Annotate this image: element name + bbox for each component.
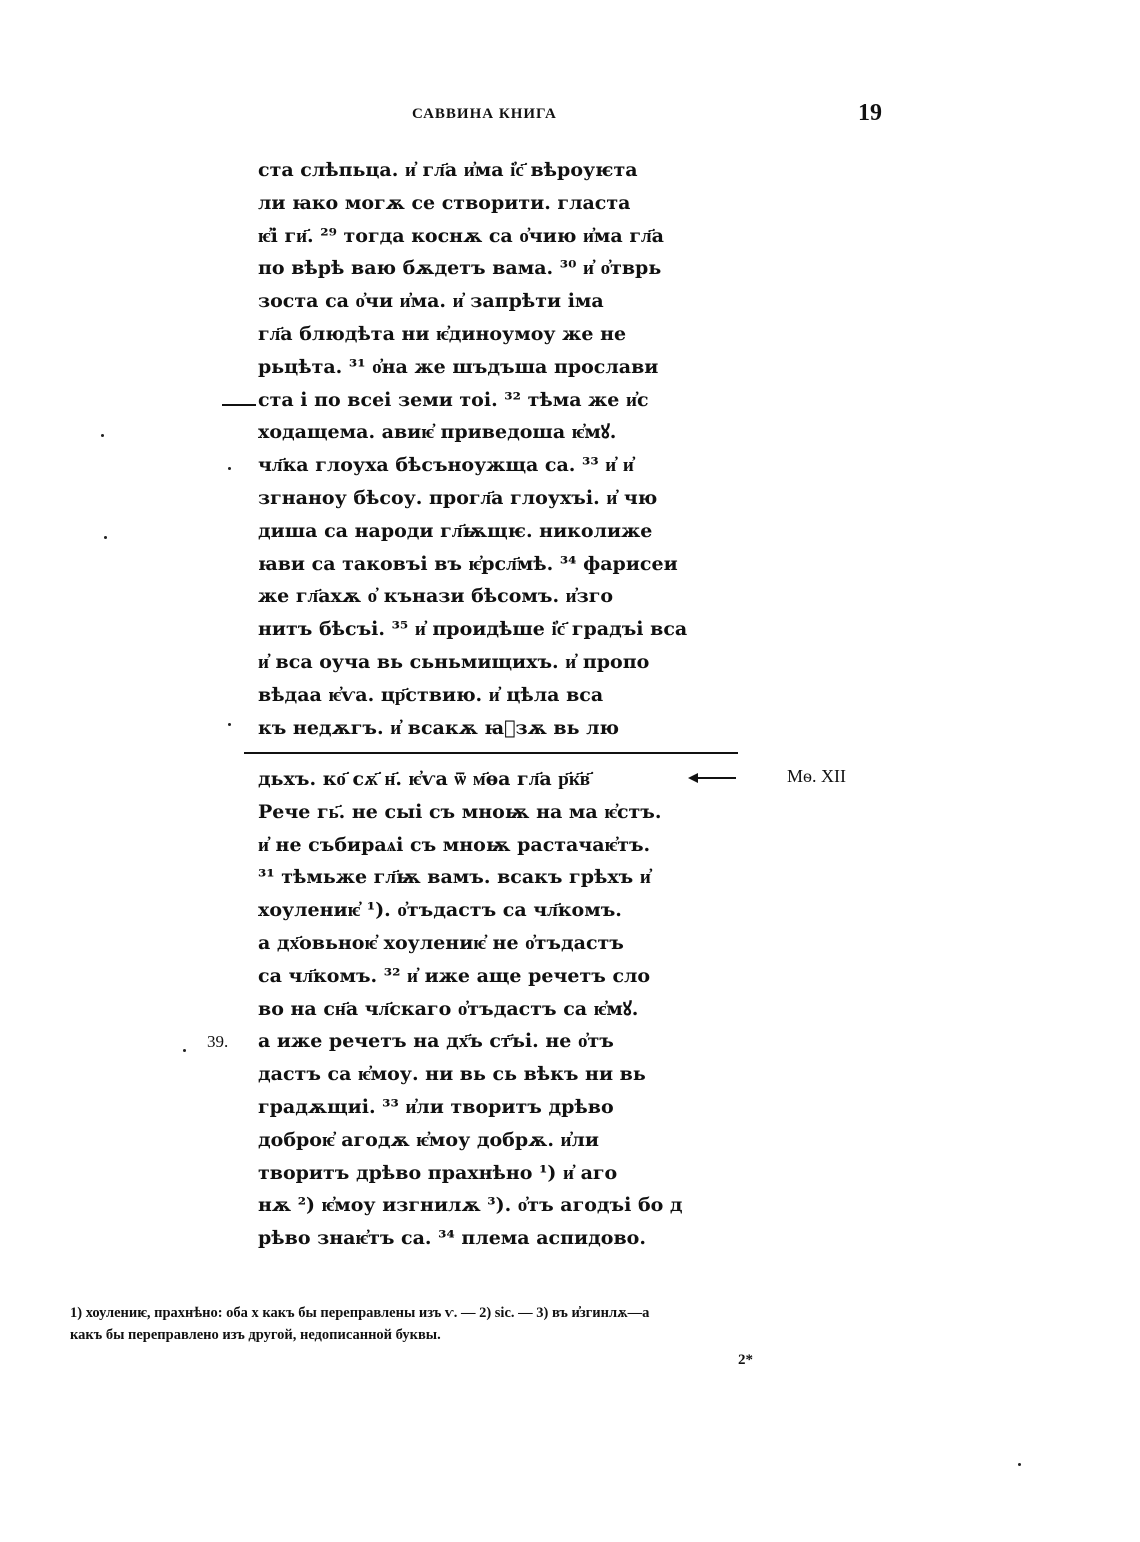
scan-speck bbox=[228, 467, 231, 470]
text-line: хоулениѥ҆ ¹). о҆тъдастъ са чл҃комъ. bbox=[258, 899, 622, 922]
text-line: же гл҃ахѫ о҆ кънази бѣсомъ. и҆зго bbox=[258, 585, 614, 608]
text-line: дастъ са ѥ҆моу. ни вь сь вѣкъ ни вь bbox=[258, 1063, 646, 1086]
text-line: а дх҃овьноѥ҆ хоулениѥ҆ не о҆тъдастъ bbox=[258, 931, 624, 954]
text-line: зоста са о҆чи и҆ма. и҆ запрѣти іма bbox=[258, 290, 604, 313]
text-line: Рече гь҃. не сыі съ мноѭ на ма ѥ҆стъ. bbox=[258, 800, 662, 823]
text-block-lower bbox=[258, 763, 728, 1255]
text-line: къ недѫгъ. и҆ всакѫ ꙗ҆зѫ вь лю bbox=[258, 716, 620, 739]
scan-speck bbox=[183, 1049, 186, 1052]
running-header-title: САВВИНА КНИГА bbox=[412, 106, 557, 122]
text-line: рѣво знаѥ҆тъ са. ³⁴ племa аспидово. bbox=[258, 1227, 646, 1250]
margin-dash bbox=[222, 404, 256, 406]
text-line: рьцѣта. ³¹ о҆на же шъдъша прослави bbox=[258, 355, 659, 378]
scan-speck bbox=[101, 434, 104, 437]
text-line: са чл҃комъ. ³² и҆ иже аще речетъ сло bbox=[258, 964, 651, 987]
text-line: творитъ дрѣво прахнѣно ¹) и҆ аго bbox=[258, 1161, 618, 1184]
text-line: ста слѣпьца. и҆ гл҃а и҆ма і҆с҃ вѣроуѥта bbox=[258, 159, 638, 181]
footnote-line: 1) хоулениѥ, прахнѣно: оба х какъ бы переправлены изъ ѵ. — 2) sic. — 3) въ и҆згинлѫ—а bbox=[70, 1305, 650, 1321]
text-line: дьхъ. ко҃ сѫ҃ н҃. ѥ҆ѵа ѿ м҃ѳа гл҃а р҃к҃в҃ bbox=[258, 768, 591, 790]
page-number: 19 bbox=[858, 100, 882, 126]
text-line: во на сн҃а чл҃скаго о҆тъдастъ са ѥ҆мꙋ. bbox=[258, 997, 639, 1020]
text-line: ходащема. авиѥ҆ приведоша ѥ҆мꙋ. bbox=[258, 421, 617, 444]
text-line: ꙗви са таковъі въ ѥ҆рсл҃мѣ. ³⁴ фарисеи bbox=[258, 552, 678, 575]
text-line: нѫ ²) ѥ҆моу изгнилѫ ³). о҆тъ агодъі бо д bbox=[258, 1194, 683, 1217]
text-block-upper bbox=[258, 154, 728, 744]
text-line: а иже речетъ на дх҃ъ ст҃ъі. не о҆тъ bbox=[258, 1030, 614, 1053]
text-line: доброѥ҆ агодѫ ѥ҆моу добрѫ. и҆ли bbox=[258, 1128, 599, 1151]
text-line: гл҃а блюдѣта ни ѥ҆диноумоу же не bbox=[258, 322, 627, 345]
text-line: ѥ҆і ги҃. ²⁹ тогда коснѫ са о҆чию и҆ма гл҃а bbox=[258, 224, 664, 247]
margin-verse-number: 39. bbox=[207, 1032, 229, 1051]
text-line: згнаноу бѣсоу. прогл҃а глоухъі. и҆ чю bbox=[258, 486, 658, 509]
margin-gospel-reference: Мѳ. XII bbox=[787, 766, 846, 786]
text-line: по вѣрѣ ваю бѫдетъ вама. ³⁰ и҆ о҆тврь bbox=[258, 257, 662, 280]
text-line: чл҃ка глоухa бѣсъноужща са. ³³ и҆ и҆ bbox=[258, 454, 634, 477]
text-line: и҆ вса оуча вь сьньмищихъ. и҆ пропо bbox=[258, 650, 650, 673]
text-line: ³¹ тѣмьже гл҃ѭ вамъ. всакъ грѣхъ и҆ bbox=[258, 866, 651, 889]
scan-speck bbox=[228, 723, 231, 726]
text-line: градѫщиі. ³³ и҆ли творитъ дрѣво bbox=[258, 1095, 614, 1118]
scan-speck bbox=[1018, 1463, 1021, 1466]
text-line: и҆ не събираѧі съ мноѭ растачаѥ҆тъ. bbox=[258, 833, 651, 856]
footnotes bbox=[70, 1302, 890, 1346]
section-divider-rule bbox=[244, 752, 738, 754]
text-line: нитъ бѣсъі. ³⁵ и҆ проидѣше і҆с҃ градъі вса bbox=[258, 618, 688, 641]
text-line: ста і по всеі земи тоі. ³² тѣма же и҆с bbox=[258, 388, 649, 411]
text-line: ли ꙗко могѫ се створити. гласта bbox=[258, 191, 631, 214]
reference-arrow-icon bbox=[690, 777, 736, 779]
footnote-line: какъ бы переправлено изъ другой, недописанной буквы. bbox=[70, 1327, 441, 1343]
scan-speck bbox=[104, 536, 107, 539]
text-line: диша са народи гл҃ѭщѥ. николиже bbox=[258, 519, 653, 542]
text-line: вѣдаа ѥ҆ѵа. цр҃ствию. и҆ цѣла вса bbox=[258, 683, 604, 706]
signature-mark: 2* bbox=[738, 1352, 753, 1368]
